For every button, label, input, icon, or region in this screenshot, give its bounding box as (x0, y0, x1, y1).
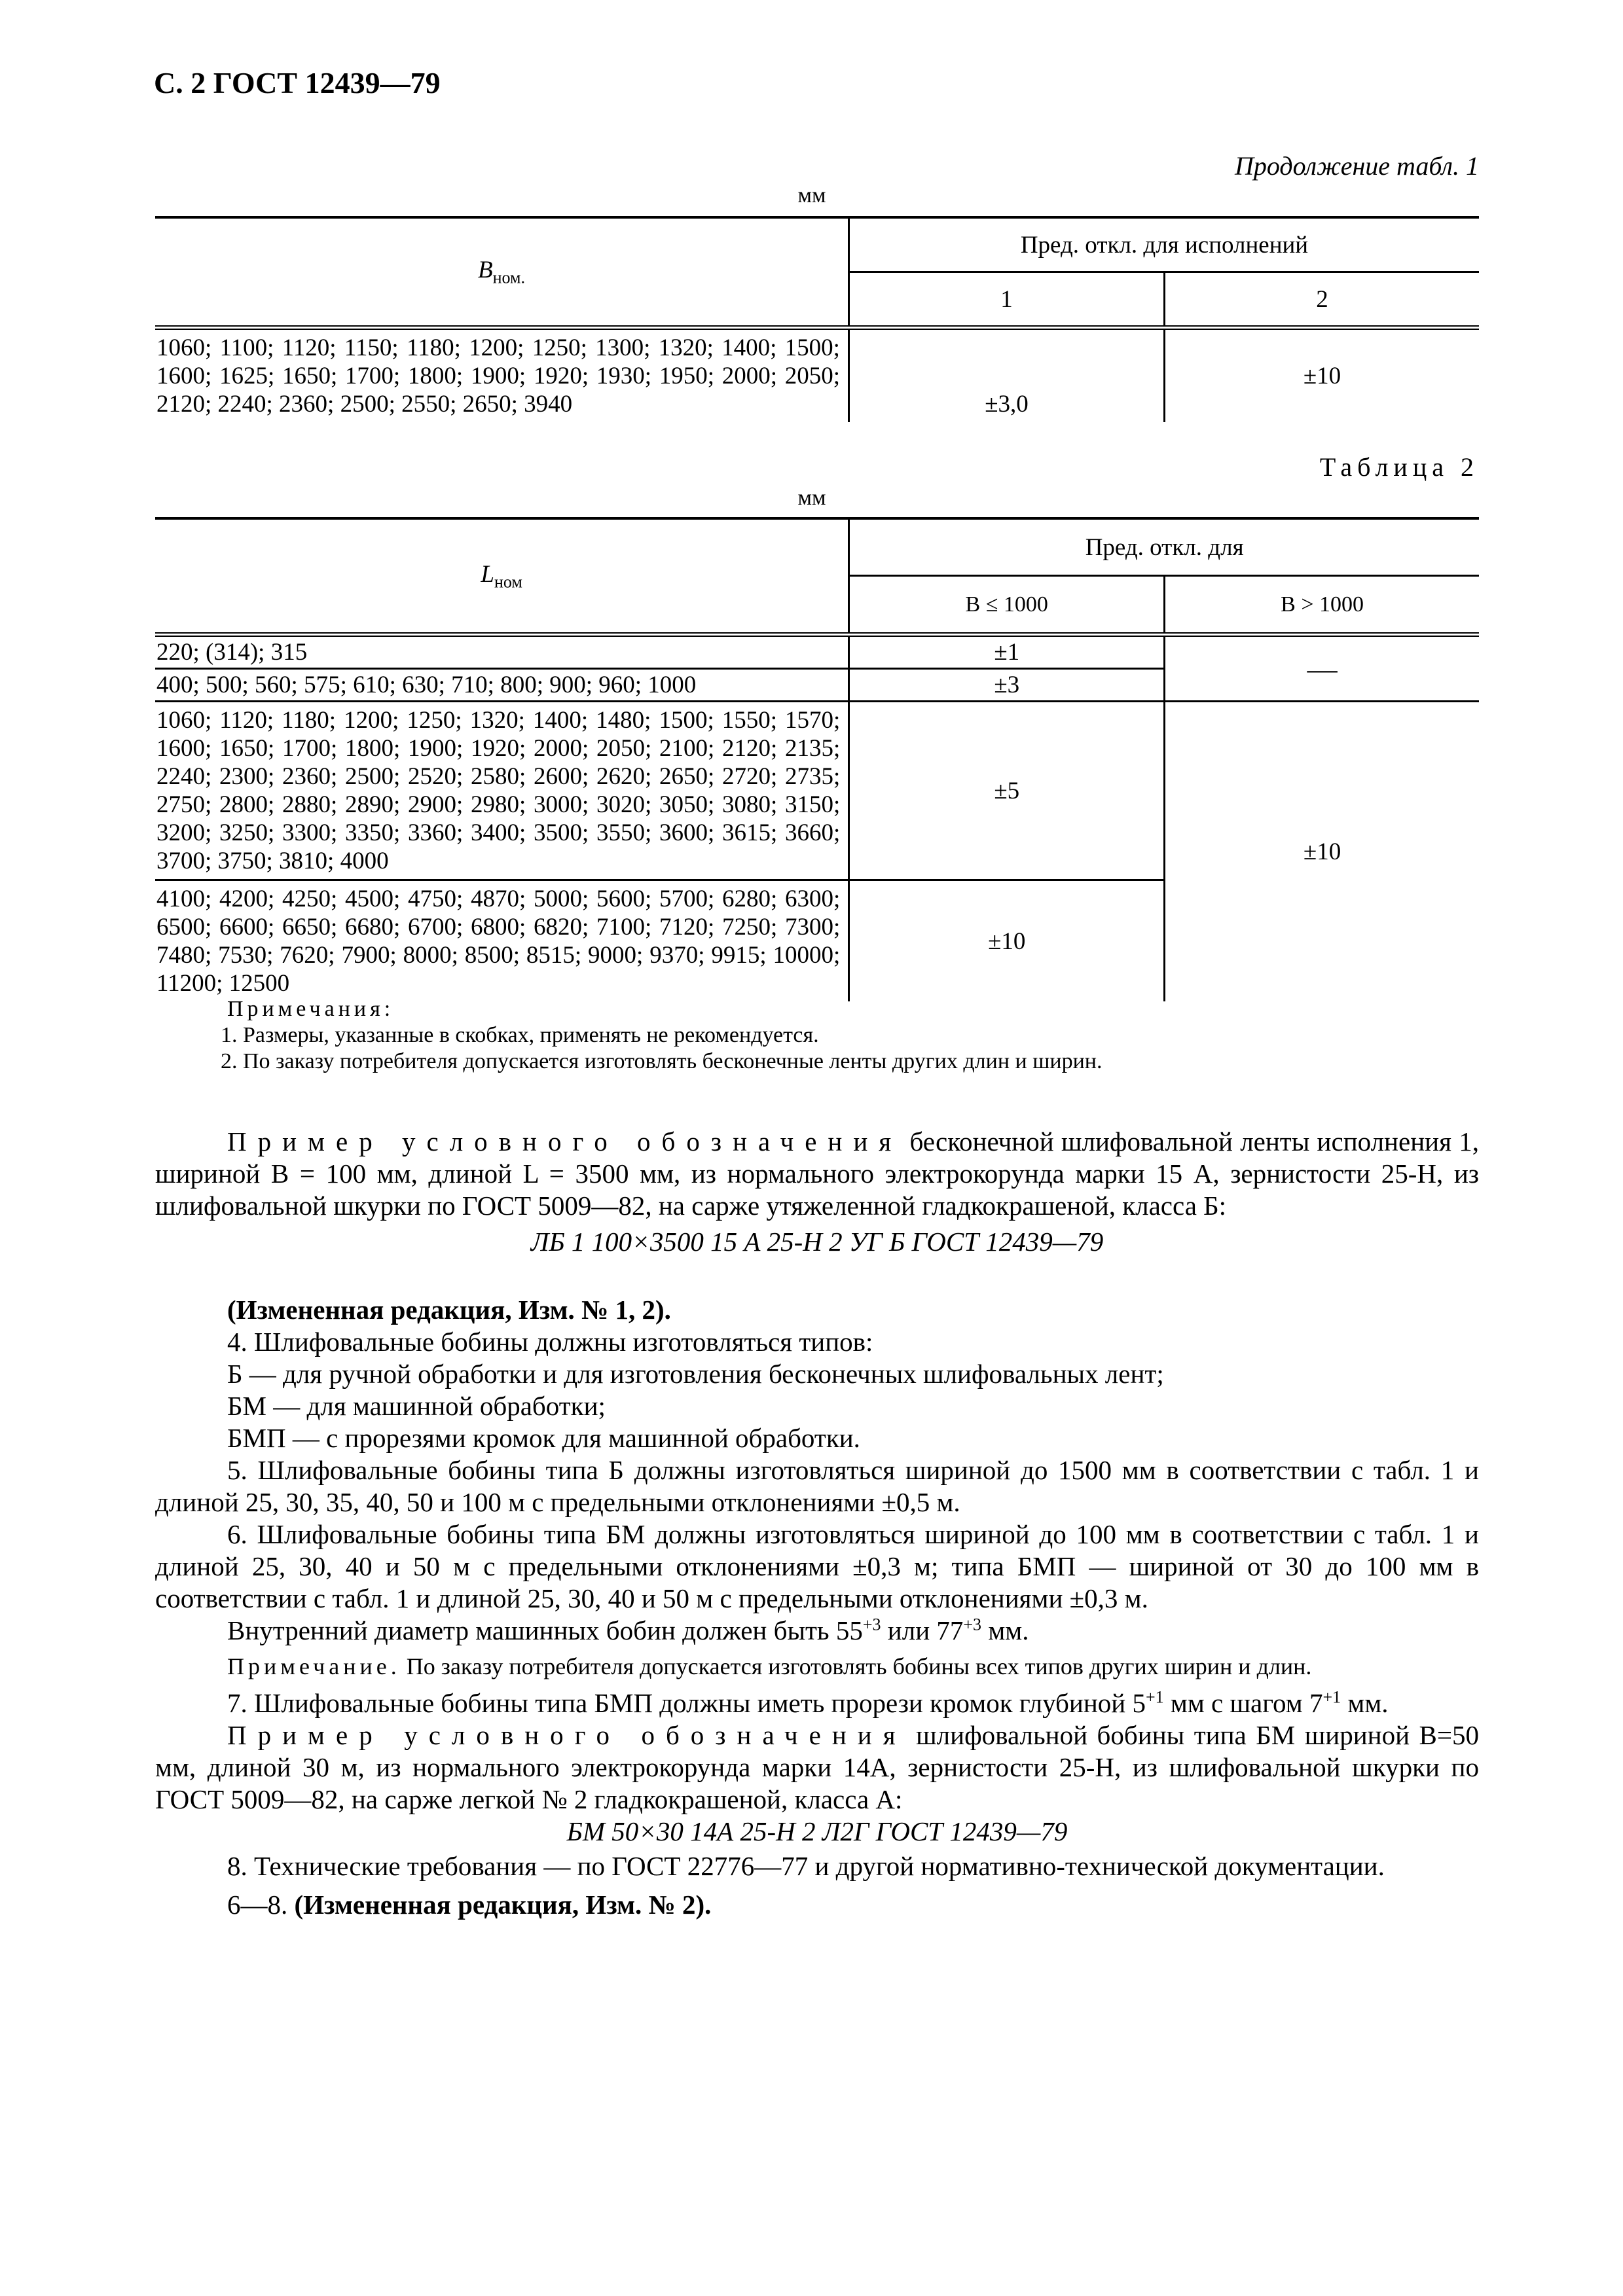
amendment-1: (Измененная редакция, Изм. № 1, 2). (227, 1295, 671, 1325)
diameter-or: или (887, 1615, 930, 1645)
table2-row4-values: 4100; 4200; 4250; 4500; 4750; 4870; 5000; 5600; 5700; 6280; 6300; 6500; 6600; 6650; 6680; 6700; 6800; 6820; 7100; 7120; 7250; 7300; 7480; 7530; 7620; 7900; 8000; 8500; 8515; 9000; 9370; 9915; 10000; 11200; 12500 (156, 886, 841, 997)
amendment2-text: (Измененная редакция, Изм. № 2). (294, 1890, 712, 1920)
amendment2-prefix: 6—8. (227, 1890, 288, 1920)
table1-row-values: 1060; 1100; 1120; 1150; 1180; 1200; 1250; 1300; 1320; 1400; 1500; 1600; 1625; 1650; 1700; 1800; 1900; 1920; 1930; 1950; 2000; 2050; 2120; 2240; 2360; 2500; 2550; 2650; 3940 (156, 334, 840, 418)
para7-depth: 5 (1132, 1688, 1146, 1718)
para7-unit: мм. (1347, 1688, 1389, 1718)
table2-header-b2: B > 1000 (1165, 576, 1479, 635)
notes-title: Примечания: (227, 997, 395, 1021)
table2-merged-dev2: ±10 (1165, 702, 1479, 1002)
para6: 6. Шлифовальные бобины типа БМ должны изготовляться шириной до 100 мм в соответствии с табл. 1 и длиной 25, 30, 40 и 50 м с предельными отклонениями ±0,3 м; типа БМП — шириной от 30 до 100 мм в соответствии с табл. 1 и длиной 25, 30, 40 и 50 м с предельными отклонениями ±0,3 м. (155, 1519, 1479, 1613)
note-2 (155, 1652, 1479, 1681)
diameter-unit: мм. (988, 1615, 1029, 1645)
para4-intro: 4. Шлифовальные бобины должны изготовляться типов: (227, 1327, 873, 1357)
l-symbol: L (481, 560, 494, 588)
table2-units: мм (797, 486, 826, 510)
table2-header-dev: Пред. откл. для (849, 518, 1479, 576)
example1-formula: ЛБ 1 100×3500 15 А 25-Н 2 УГ Б ГОСТ 12439—79 (530, 1227, 1104, 1257)
diameter-line (155, 1615, 1479, 1647)
para4-type-b: Б — для ручной обработки и для изготовления бесконечных шлифовальных лент; (227, 1359, 1164, 1389)
table2-row3-values: 1060; 1120; 1180; 1200; 1250; 1320; 1400; 1480; 1500; 1550; 1570; 1600; 1650; 1700; 1800; 1900; 1920; 2000; 2050; 2100; 2120; 2135; 2240; 2300; 2360; 2500; 2520; 2580; 2600; 2620; 2650; 2720; 2735; 2750; 2800; 2880; 2890; 2900; 2980; 3000; 3020; 3050; 3080; 3150; 3200; 3250; 3300; 3350; 3360; 3400; 3500; 3550; 3600; 3615; 3660; 3700; 3750; 3810; 4000 (156, 707, 841, 874)
table1-header-col2: 2 (1165, 272, 1479, 328)
table2-row4-dev1: ±10 (849, 880, 1165, 1002)
example2-text: шлифовальной бобины типа БМ шириной B=50 мм, длиной 30 м, из нормального электрокорунда марки 14А, зернистости 25-Н, из шлифовальной шкурки по ГОСТ 5009—82, на саржe легкой № 2 гладкокрашеной, класса А: (155, 1720, 1480, 1814)
example2-lead: Пример условного обозначения (227, 1720, 907, 1750)
example1-paragraph (155, 1126, 1479, 1258)
example1-lead: Пример условного обозначения (227, 1126, 903, 1157)
para8: 8. Технические требования — по ГОСТ 22776—77 и другой нормативно-технической документации. (227, 1851, 1385, 1881)
para7-text: 7. Шлифовальные бобины типа БМП должны иметь прорези кромок глубиной (227, 1688, 1126, 1718)
table2-row2-dev1: ±3 (849, 669, 1165, 702)
note2-lead: Примечание. (227, 1653, 401, 1679)
para7 (155, 1687, 1479, 1719)
example1-text: бесконечной шлифовальной ленты исполнения 1, шириной B = 100 мм, длиной L = 3500 мм, из нормального электрокорунда марки 15 А, зернистости 25-Н, из шлифовальной шкурки по ГОСТ 5009—82, на саржe утяжеленной гладкокрашеной, класса Б: (155, 1126, 1479, 1221)
table2-row1-dev1: ±1 (849, 635, 1165, 669)
l-subscript: ном (494, 572, 522, 592)
table2-title: Таблица 2 (1319, 452, 1479, 482)
table1-header-b (155, 217, 848, 328)
diameter-tol-2: +3 (963, 1615, 982, 1634)
table1-header-col1: 1 (848, 272, 1164, 328)
para7-depth-tol: +1 (1145, 1687, 1164, 1707)
para7-mid: мм с шагом (1170, 1688, 1303, 1718)
table-row (155, 702, 1479, 880)
page-header: С. 2 ГОСТ 12439—79 (154, 66, 441, 99)
section-4-8 (155, 1294, 1479, 1921)
table1-continuation-label: Продолжение табл. 1 (1234, 151, 1479, 181)
amendment-2 (155, 1889, 1479, 1921)
table2-dash: — (1165, 635, 1479, 702)
note-item-2: 2. По заказу потребителя допускается изготовлять бесконечные ленты других длин и ширин. (221, 1049, 1103, 1073)
table2-row2-values: 400; 500; 560; 575; 610; 630; 710; 800; 900; 960; 1000 (156, 672, 697, 698)
para5: 5. Шлифовальные бобины типа Б должны изготовляться шириной до 1500 мм в соответствии с табл. 1 и длиной 25, 30, 35, 40, 50 и 100 м с предельными отклонениями ±0,5 м. (155, 1455, 1479, 1517)
table2-header-l (155, 518, 849, 635)
diameter-tol-1: +3 (862, 1615, 881, 1634)
table2-notes (221, 996, 1103, 1075)
table-row (155, 635, 1479, 669)
table2-header-b1: B ≤ 1000 (849, 576, 1165, 635)
table-2 (155, 517, 1479, 1001)
note2-text: По заказу потребителя допускается изготовлять бобины всех типов других ширин и длин. (406, 1653, 1312, 1679)
b-symbol: B (477, 257, 493, 284)
table1-row-dev1: ±3,0 (848, 328, 1164, 423)
b-subscript: ном. (492, 268, 525, 287)
para4-type-bm: БМ — для машинной обработки; (227, 1391, 606, 1421)
example2-paragraph (155, 1719, 1479, 1816)
example2-formula: БМ 50×30 14А 25-Н 2 Л2Г ГОСТ 12439—79 (566, 1816, 1068, 1846)
para7-step-tol: +1 (1322, 1687, 1341, 1707)
note-item-1: 1. Размеры, указанные в скобках, применять не рекомендуется. (221, 1023, 819, 1047)
table1-units: мм (797, 183, 826, 207)
para4-type-bmp: БМП — с прорезями кромок для машинной обработки. (227, 1423, 860, 1453)
para7-step: 7 (1309, 1688, 1323, 1718)
diameter-value-1: 55 (835, 1615, 863, 1645)
table-1 (155, 216, 1479, 422)
table2-row1-values: 220; (314); 315 (156, 639, 308, 666)
table1-header-dev: Пред. откл. для исполнений (848, 217, 1479, 272)
table2-row3-dev1: ±5 (849, 702, 1165, 880)
diameter-text: Внутренний диаметр машинных бобин должен быть (227, 1615, 830, 1645)
table1-row-dev2: ±10 (1165, 328, 1479, 423)
diameter-value-2: 77 (936, 1615, 964, 1645)
